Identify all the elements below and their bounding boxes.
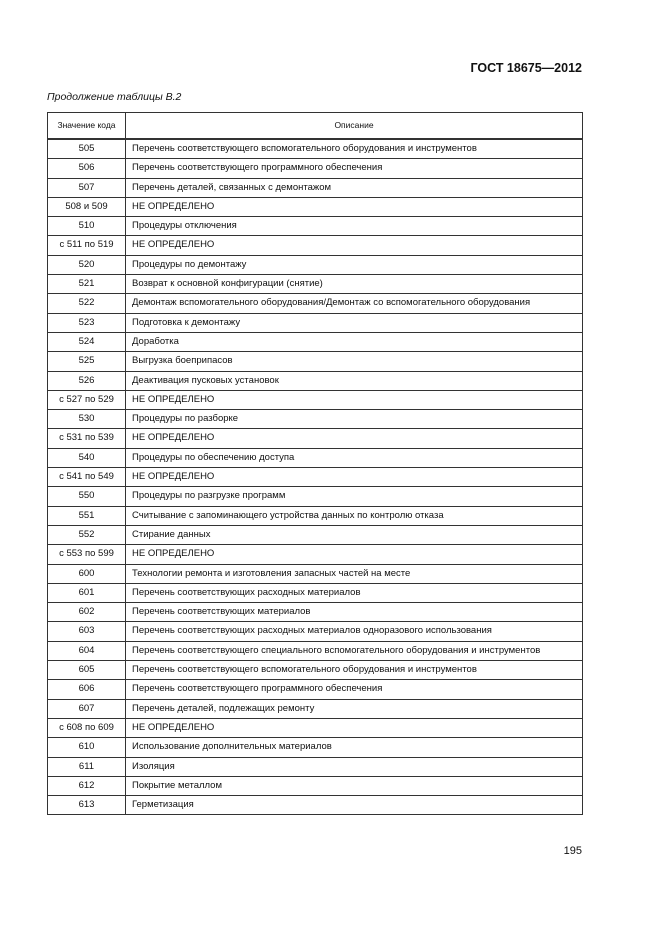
- table-row: [48, 255, 583, 274]
- table-row: [48, 641, 583, 660]
- table-row: [48, 680, 583, 699]
- table-row: [48, 294, 583, 313]
- code-value-cell: 523: [48, 313, 126, 332]
- description-cell: Герметизация: [126, 796, 583, 815]
- description-cell: Доработка: [126, 332, 583, 351]
- code-value-cell: с 553 по 599: [48, 545, 126, 564]
- code-value-cell: 612: [48, 776, 126, 795]
- table-caption: Продолжение таблицы В.2: [47, 91, 182, 103]
- table-row: [48, 410, 583, 429]
- description-cell: НЕ ОПРЕДЕЛЕНО: [126, 545, 583, 564]
- description-cell: Процедуры по демонтажу: [126, 255, 583, 274]
- description-cell: Покрытие металлом: [126, 776, 583, 795]
- document-id: ГОСТ 18675—2012: [470, 61, 582, 75]
- description-cell: Стирание данных: [126, 525, 583, 544]
- code-value-cell: 525: [48, 352, 126, 371]
- description-cell: Деактивация пусковых установок: [126, 371, 583, 390]
- code-value-cell: 524: [48, 332, 126, 351]
- code-value-cell: 526: [48, 371, 126, 390]
- code-value-cell: с 541 по 549: [48, 468, 126, 487]
- code-value-cell: 611: [48, 757, 126, 776]
- table-row: [48, 429, 583, 448]
- code-value-cell: 520: [48, 255, 126, 274]
- column-header-description: Описание: [126, 113, 583, 140]
- table-row: [48, 352, 583, 371]
- description-cell: Перечень деталей, подлежащих ремонту: [126, 699, 583, 718]
- description-cell: НЕ ОПРЕДЕЛЕНО: [126, 429, 583, 448]
- table-row: [48, 139, 583, 159]
- description-cell: НЕ ОПРЕДЕЛЕНО: [126, 718, 583, 737]
- description-cell: Демонтаж вспомогательного оборудования/Демонтаж со вспомогательного оборудования: [126, 294, 583, 313]
- description-cell: НЕ ОПРЕДЕЛЕНО: [126, 390, 583, 409]
- description-cell: Изоляция: [126, 757, 583, 776]
- table-row: [48, 757, 583, 776]
- table-row: [48, 583, 583, 602]
- code-value-cell: 604: [48, 641, 126, 660]
- description-cell: НЕ ОПРЕДЕЛЕНО: [126, 236, 583, 255]
- code-value-cell: 550: [48, 487, 126, 506]
- table-row: [48, 699, 583, 718]
- code-value-cell: 522: [48, 294, 126, 313]
- table-row: [48, 448, 583, 467]
- table-row: [48, 159, 583, 178]
- description-cell: Перечень соответствующих расходных материалов одноразового использования: [126, 622, 583, 641]
- description-cell: Считывание с запоминающего устройства данных по контролю отказа: [126, 506, 583, 525]
- table-row: [48, 545, 583, 564]
- code-value-cell: с 511 по 519: [48, 236, 126, 255]
- description-cell: НЕ ОПРЕДЕЛЕНО: [126, 197, 583, 216]
- table-row: [48, 506, 583, 525]
- description-cell: Процедуры отключения: [126, 217, 583, 236]
- description-cell: Перечень деталей, связанных с демонтажом: [126, 178, 583, 197]
- code-value-cell: 521: [48, 275, 126, 294]
- table-row: [48, 313, 583, 332]
- table-row: [48, 487, 583, 506]
- code-value-cell: 602: [48, 603, 126, 622]
- table-row: [48, 661, 583, 680]
- table-row: [48, 796, 583, 815]
- code-value-cell: 540: [48, 448, 126, 467]
- code-value-cell: 603: [48, 622, 126, 641]
- table-row: [48, 525, 583, 544]
- table-row: [48, 468, 583, 487]
- table-row: [48, 275, 583, 294]
- table-row: [48, 332, 583, 351]
- table-row: [48, 371, 583, 390]
- code-value-cell: 606: [48, 680, 126, 699]
- description-cell: Перечень соответствующего вспомогательного оборудования и инструментов: [126, 139, 583, 159]
- code-value-cell: 610: [48, 738, 126, 757]
- code-value-cell: 607: [48, 699, 126, 718]
- code-value-cell: с 608 по 609: [48, 718, 126, 737]
- code-value-cell: с 527 по 529: [48, 390, 126, 409]
- code-value-cell: 508 и 509: [48, 197, 126, 216]
- table-row: [48, 603, 583, 622]
- code-value-cell: 605: [48, 661, 126, 680]
- page-number: 195: [563, 845, 582, 857]
- code-value-cell: 600: [48, 564, 126, 583]
- code-value-cell: 552: [48, 525, 126, 544]
- table-row: [48, 197, 583, 216]
- code-value-cell: 507: [48, 178, 126, 197]
- description-cell: Подготовка к демонтажу: [126, 313, 583, 332]
- code-value-cell: с 531 по 539: [48, 429, 126, 448]
- code-value-cell: 506: [48, 159, 126, 178]
- code-value-cell: 613: [48, 796, 126, 815]
- table-header-row: [48, 113, 583, 140]
- description-cell: Перечень соответствующего вспомогательного оборудования и инструментов: [126, 661, 583, 680]
- code-value-cell: 530: [48, 410, 126, 429]
- table-row: [48, 236, 583, 255]
- table-row: [48, 776, 583, 795]
- table-row: [48, 718, 583, 737]
- description-cell: Перечень соответствующего специального вспомогательного оборудования и инструментов: [126, 641, 583, 660]
- description-cell: Перечень соответствующего программного обеспечения: [126, 159, 583, 178]
- description-cell: Возврат к основной конфигурации (снятие): [126, 275, 583, 294]
- description-cell: Перечень соответствующего программного обеспечения: [126, 680, 583, 699]
- description-cell: Процедуры по разборке: [126, 410, 583, 429]
- code-value-cell: 505: [48, 139, 126, 159]
- description-cell: Использование дополнительных материалов: [126, 738, 583, 757]
- description-cell: Перечень соответствующих материалов: [126, 603, 583, 622]
- table-row: [48, 622, 583, 641]
- table-row: [48, 178, 583, 197]
- description-cell: Выгрузка боеприпасов: [126, 352, 583, 371]
- code-value-cell: 601: [48, 583, 126, 602]
- code-value-cell: 510: [48, 217, 126, 236]
- table-row: [48, 564, 583, 583]
- description-cell: Технологии ремонта и изготовления запасных частей на месте: [126, 564, 583, 583]
- column-header-code: Значение кода: [48, 113, 126, 140]
- table-row: [48, 217, 583, 236]
- code-value-cell: 551: [48, 506, 126, 525]
- description-cell: НЕ ОПРЕДЕЛЕНО: [126, 468, 583, 487]
- table-row: [48, 390, 583, 409]
- description-cell: Процедуры по разгрузке программ: [126, 487, 583, 506]
- table-row: [48, 738, 583, 757]
- codes-table: [47, 112, 583, 815]
- description-cell: Перечень соответствующих расходных материалов: [126, 583, 583, 602]
- description-cell: Процедуры по обеспечению доступа: [126, 448, 583, 467]
